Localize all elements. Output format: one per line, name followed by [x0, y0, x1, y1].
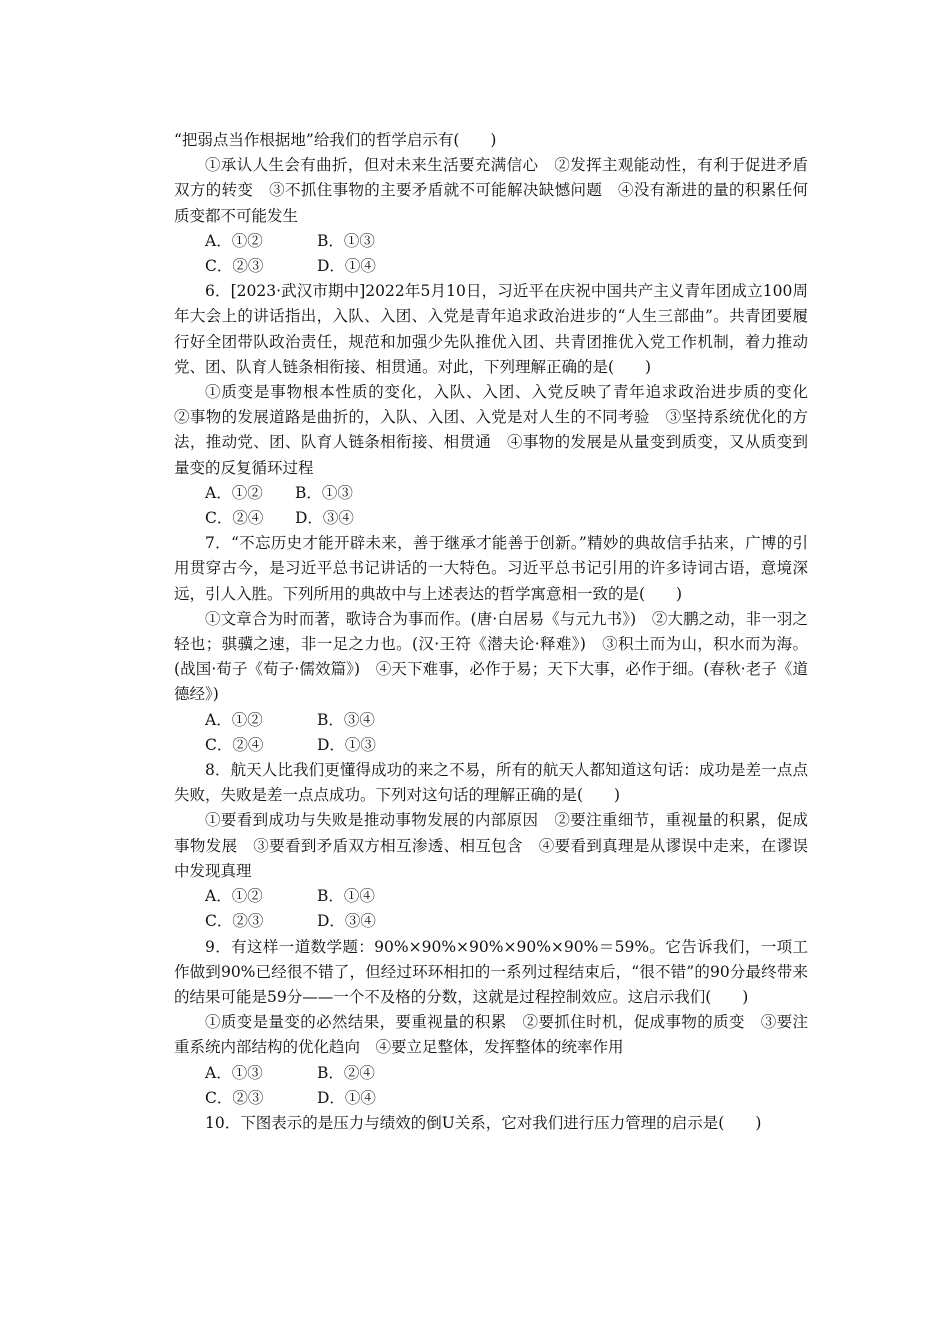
- q9-option-d[interactable]: D．①④: [317, 1088, 376, 1107]
- q8-option-b[interactable]: B．①④: [317, 887, 375, 906]
- q9-options-row-2: [174, 1086, 808, 1111]
- q5-options-row-1: [174, 229, 808, 254]
- q5-option-d[interactable]: D．①④: [317, 257, 376, 276]
- q6-option-d[interactable]: D．③④: [295, 509, 354, 528]
- q5-option-b[interactable]: B．①③: [317, 231, 375, 250]
- q7-options-row-2: [174, 733, 808, 758]
- q7-stem: 7．“不忘历史才能开辟未来，善于继承才能善于创新。”精妙的典故信手拈来，广博的引用贯穿古今，是习近平总书记讲话的一大特色。习近平总书记引用的许多诗词古语，意境深远，引人入胜。下列所用的典故中与上述表达的哲学寓意相一致的是( ): [174, 534, 808, 603]
- q7-option-d[interactable]: D．①③: [317, 735, 376, 754]
- q9-option-c[interactable]: C．②③: [205, 1088, 264, 1107]
- q5-options-row-2: [174, 254, 808, 279]
- q8-options-row-1: [174, 884, 808, 909]
- q7-option-a[interactable]: A．①②: [205, 710, 263, 729]
- q5-option-c[interactable]: C．②③: [205, 257, 264, 276]
- q10-stem: 10．下图表示的是压力与绩效的倒U关系，它对我们进行压力管理的启示是( ): [205, 1113, 762, 1132]
- q8-option-c[interactable]: C．②③: [205, 912, 264, 931]
- q5-statements: ①承认人生会有曲折，但对未来生活要充满信心 ②发挥主观能动性，有利于促进矛盾双方的转变 ③不抓住事物的主要矛盾就不可能解决缺憾问题 ④没有渐进的量的积累任何质变都不可能发生: [174, 156, 808, 225]
- q6-option-c[interactable]: C．②④: [205, 509, 264, 528]
- q6-options-row-2: [174, 506, 808, 531]
- q9-stem: 9．有这样一道数学题：90%×90%×90%×90%×90%＝59%。它告诉我们，一项工作做到90%已经很不错了，但经过环环相扣的一系列过程结束后，“很不错”的90分最终带来的结果可能是59分——一个不及格的分数，这就是过程控制效应。这启示我们( ): [174, 937, 808, 1006]
- q6-options-row-1: [174, 481, 808, 506]
- q9-statements: ①质变是量变的必然结果，要重视量的积累 ②要抓住时机，促成事物的质变 ③要注重系统内部结构的优化趋向 ④要立足整体，发挥整体的统率作用: [174, 1013, 808, 1057]
- q5-stem-tail: “把弱点当作根据地”给我们的哲学启示有( ): [174, 131, 497, 149]
- q6-stem: 6．[2023·武汉市期中]2022年5月10日，习近平在庆祝中国共产主义青年团成立100周年大会上的讲话指出，入队、入团、入党是青年追求政治进步的“人生三部曲”。共青团要履行好全团带队政治责任，规范和加强少先队推优入团、共青团推优入党工作机制，着力推动党、团、队育人链条相衔接、相贯通。对此，下列理解正确的是( ): [174, 282, 808, 376]
- q7-statements: ①文章合为时而著，歌诗合为事而作。(唐·白居易《与元九书》) ②大鹏之动，非一羽之轻也；骐骥之速，非一足之力也。(汉·王符《潜夫论·释难》) ③积土而为山，积水而为海。(战国·荀子《荀子·儒效篇》) ④天下难事，必作于易；天下大事，必作于细。(春秋·老子《道德经》): [174, 609, 808, 704]
- q6-option-a[interactable]: A．①②: [205, 483, 263, 502]
- q9-options-row-1: [174, 1061, 808, 1086]
- question-content: [174, 128, 824, 1136]
- q7-option-c[interactable]: C．②④: [205, 735, 264, 754]
- q6-statements: ①质变是事物根本性质的变化，入队、入团、入党反映了青年追求政治进步质的变化 ②事物的发展道路是曲折的，入队、入团、入党是对人生的不同考验 ③坚持系统优化的方法，推动党、团、队育人链条相衔接、相贯通 ④事物的发展是从量变到质变，又从质变到量变的反复循环过程: [174, 383, 824, 477]
- q8-stem: 8．航天人比我们更懂得成功的来之不易，所有的航天人都知道这句话：成功是差一点点失败，失败是差一点点成功。下列对这句话的理解正确的是( ): [174, 761, 808, 805]
- q8-options-row-2: [174, 909, 808, 934]
- q8-option-a[interactable]: A．①②: [205, 887, 263, 906]
- q9-option-a[interactable]: A．①③: [205, 1063, 263, 1082]
- q8-option-d[interactable]: D．③④: [317, 912, 376, 931]
- q5-option-a[interactable]: A．①②: [205, 231, 263, 250]
- q6-option-b[interactable]: B．①③: [295, 483, 353, 502]
- q8-statements: ①要看到成功与失败是推动事物发展的内部原因 ②要注重细节，重视量的积累，促成事物发展 ③要看到矛盾双方相互渗透、相互包含 ④要看到真理是从谬误中走来，在谬误中发现真理: [174, 811, 808, 880]
- q7-options-row-1: [174, 708, 808, 733]
- q7-option-b[interactable]: B．③④: [317, 710, 375, 729]
- q9-option-b[interactable]: B．②④: [317, 1063, 375, 1082]
